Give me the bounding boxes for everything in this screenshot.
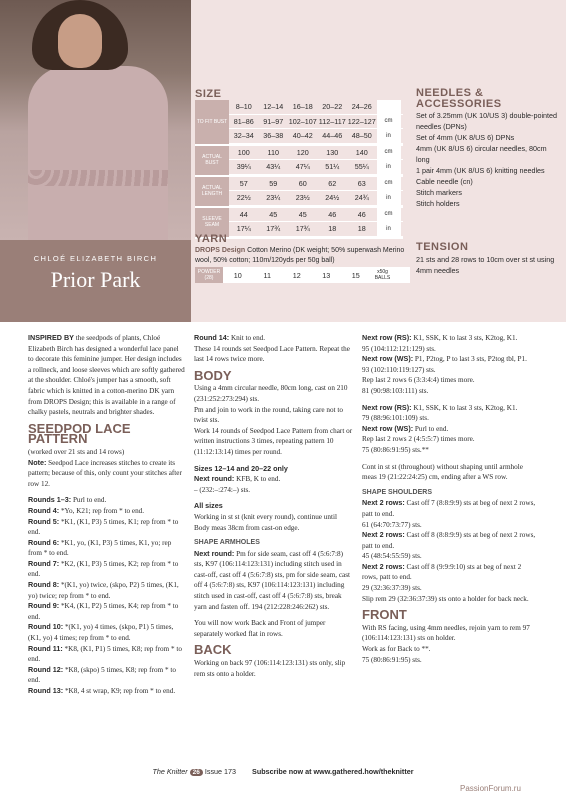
column-3 <box>362 333 537 665</box>
round-instruction <box>28 506 186 517</box>
title-box <box>0 240 191 322</box>
size-row <box>229 222 403 237</box>
size-row <box>229 208 403 223</box>
page-number: 26 <box>190 769 203 776</box>
all-sizes-lead <box>194 501 354 512</box>
round-text: *K2, (K1, P3) 5 times, K2; rep from * to end. <box>28 559 179 579</box>
round-text: *K1, yo, (K1, P3) 5 times, K1, yo; rep from * to end. <box>28 538 172 558</box>
ball-count: 15 <box>351 270 360 280</box>
size-value: 112–117 <box>318 116 346 126</box>
rounds-list <box>28 495 186 696</box>
size-unit: in <box>377 222 401 236</box>
size-group-label: SLEEVE SEAM <box>195 208 229 237</box>
size-value: 91–97 <box>263 116 284 126</box>
row-a-lead: Next row (RS): <box>362 333 412 342</box>
intro-lead: INSPIRED BY <box>28 333 74 342</box>
needle-item: Set of 4mm (UK 8/US 6) DPNs <box>416 133 515 142</box>
watermark: PassionForum.ru <box>460 784 521 793</box>
yarn-quantity-row <box>195 267 410 283</box>
size-group <box>195 146 403 177</box>
round-label: Round 5: <box>28 516 60 526</box>
ball-count: 10 <box>233 270 242 280</box>
size-unit: in <box>377 129 401 143</box>
row-e <box>362 424 537 435</box>
back-heading: BACK <box>194 642 232 658</box>
body-text-2: Pm and join to work in the round, taking care not to twist sts. <box>194 405 343 425</box>
row-g-count: 61 (64:70:73:77) sts. <box>362 520 422 529</box>
armholes-body: Pm for side seam, cast off 4 (5:6:7:8) sts, K97 (106:114:123:131) including stitch used in cast-off, cast off 4 (5:6:7:8) sts, pm for side seam, cast off 4 (5:6:7:8) sts, K97 (106:114:123:131) including stitch used in cast-off, cast off 4 (5:6:7:8) sts, break yarn and fasten off. 194 (212:228:246:262) sts. <box>194 549 351 611</box>
sizes-lead: Sizes 12–14 and 20–22 only <box>194 463 288 473</box>
round-instruction <box>28 686 186 697</box>
armholes-heading: SHAPE ARMHOLES <box>194 539 260 547</box>
size-unit: cm <box>377 177 401 191</box>
size-value: 8–10 <box>235 102 252 112</box>
body-text-1: Using a 4mm circular needle, 80cm long, cast on 210 (231:252:273:294) sts. <box>194 384 348 403</box>
size-row <box>229 146 403 161</box>
needle-item: 4mm (UK 8/US 6) circular needles, 80cm long <box>416 144 547 164</box>
intro-paragraph <box>28 333 186 418</box>
ball-unit: x50g BALLS <box>374 269 391 281</box>
row-g <box>362 498 537 519</box>
size-value: 36–38 <box>263 131 284 141</box>
round-instruction <box>28 517 186 538</box>
size-value: 47¼ <box>295 162 310 172</box>
size-value: 40–42 <box>292 131 313 141</box>
size-value: 110 <box>267 147 279 157</box>
lace-subtitle: (worked over 21 sts and 14 rows) <box>28 447 125 456</box>
round-label: Round 10: <box>28 622 64 632</box>
note-lead: Note: <box>28 457 47 467</box>
armholes-lead: Next round: <box>194 548 235 558</box>
row-h-lead: Next 2 rows: <box>362 530 405 540</box>
size-value: 43¼ <box>266 162 281 172</box>
size-group-label: TO FIT BUST <box>195 100 229 144</box>
row-i-slip: Slip rem 29 (32:36:37:39) sts onto a holder for back neck. <box>362 594 529 603</box>
row-d-lead: Next row (RS): <box>362 402 412 412</box>
size-value: 23½ <box>295 193 310 203</box>
size-unit: cm <box>377 208 401 222</box>
row-c: Rep last 2 rows 6 (3:3:4:4) times more. <box>362 376 475 385</box>
size-value: 17¾ <box>266 224 281 234</box>
size-value: 122–127 <box>347 116 376 126</box>
size-value: 102–107 <box>288 116 317 126</box>
round-text: *K4, (K1, P2) 5 times, K4; rep from * to end. <box>28 602 179 621</box>
size-value: 44 <box>239 209 248 219</box>
yarn-brand: DROPS Design <box>195 247 246 254</box>
size-value: 23¼ <box>266 193 281 203</box>
row-e-repeat: Rep last 2 rows 2 (4:5:5:7) times more. <box>362 435 475 444</box>
round-label: Round 9: <box>28 601 60 611</box>
front-heading: FRONT <box>362 607 407 623</box>
size-row <box>229 177 403 192</box>
round-instruction <box>28 601 186 622</box>
needles-heading: NEEDLES & ACCESSORIES <box>416 87 502 110</box>
body-text-3: Work 14 rounds of Seedpod Lace Pattern from chart or written instructions 3 times, repeating pattern 10 (11:12:13:14) times per round. <box>194 426 353 456</box>
size-group <box>195 100 403 146</box>
row-g-text: Cast off 7 (8:8:9:9) sts at beg of next 2 rows, patt to end. <box>362 499 536 518</box>
size-value: 16–18 <box>292 102 313 112</box>
round-instruction <box>28 644 186 665</box>
all-sizes-label: All sizes <box>194 501 223 511</box>
size-value: 55¼ <box>354 162 369 172</box>
round-label: Round 12: <box>28 664 64 674</box>
designer-name: CHLOÉ ELIZABETH BIRCH <box>33 254 158 263</box>
needle-item: Set of 3.25mm (UK 10/US 3) double-pointed needles (DPNs) <box>416 111 558 131</box>
face-shape <box>58 14 102 68</box>
size-value: 57 <box>239 178 248 188</box>
note-text: Seedpod Lace increases stitches to create its pattern; because of this, only count your stitches after row 12. <box>28 458 182 488</box>
round-14-text: Knit to end. <box>229 334 266 342</box>
size-value: 22½ <box>236 193 251 203</box>
row-i-lead: Next 2 rows: <box>362 561 405 571</box>
front-text-1: With RS facing, using 4mm needles, rejoin yarn to rem 97 (106:114:123:131) sts on holder. <box>362 623 530 643</box>
lace-heading: SEEDPOD LACE PATTERN <box>28 420 131 447</box>
round-instruction <box>28 559 186 580</box>
size-value: 45 <box>298 209 307 219</box>
size-value: 39¼ <box>236 162 251 172</box>
row-a-count: 95 (104:112:121:129) sts. <box>362 344 436 353</box>
size-value: 100 <box>237 147 250 157</box>
round-label: Round 11: <box>28 643 63 653</box>
sizes-note <box>194 464 354 475</box>
size-value: 59 <box>269 178 278 188</box>
size-value: 46 <box>357 209 366 219</box>
size-group-label: ACTUAL BUST <box>195 146 229 175</box>
size-value: 62 <box>328 178 337 188</box>
continue-text: Cont in st st (throughout) without shaping until armhole meas 19 (21:22:24:25) cm, ending after a WS row. <box>362 462 523 482</box>
size-heading: SIZE <box>195 88 222 100</box>
size-row <box>229 191 403 206</box>
needles-list <box>416 110 562 209</box>
size-value: 63 <box>357 178 366 188</box>
row-d-text: K1, SSK, K to last 3 sts, K2tog, K1. <box>411 403 518 412</box>
row-h <box>362 530 537 551</box>
intro-text: the seedpods of plants, Chloé Elizabeth Birch has designed a wonderful lace panel to decorate this feminine jumper. Her design includes a rollneck, and loose sleeves which are softly gathered at the shoulder. Chloé's jumper has a smooth, soft fabric which is knitted in a cotton-merino DK yarn from DROPS Design; this is available in a range of chalky pastels, neutrals and brighter shades. <box>28 334 185 417</box>
row-e-lead: Next row (WS): <box>362 423 414 433</box>
round-text: *K8, (K1, P1) 5 times, K8; rep from * to end. <box>28 644 182 664</box>
size-value: 46 <box>328 209 337 219</box>
row-e-text: Purl to end. <box>413 424 449 433</box>
size-value: 12–14 <box>263 102 284 112</box>
size-value: 120 <box>296 147 309 157</box>
model-photo <box>0 0 191 240</box>
size-value: 24¾ <box>354 193 369 203</box>
round-text: *K1, (K1, P3) 5 times, K1; rep from * to end. <box>28 517 179 537</box>
back-text: Working on back 97 (106:114:123:131) sts only, slip rem sts onto a holder. <box>194 659 346 678</box>
yarn-heading: YARN <box>195 233 228 245</box>
size-value: 24½ <box>325 193 340 203</box>
row-c-count: 81 (90:98:103:111) sts. <box>362 386 429 395</box>
lace-band <box>28 170 168 186</box>
round-instruction <box>28 580 186 601</box>
round-label: Rounds 1–3: <box>28 495 72 505</box>
row-d-count: 79 (88:96:101:109) sts. <box>362 414 429 423</box>
size-value: 45 <box>269 209 278 219</box>
footer-mag <box>152 767 236 776</box>
body-heading: BODY <box>194 367 232 383</box>
ball-count: 13 <box>322 270 331 280</box>
colour-label: POWDER (28) <box>195 267 223 283</box>
page-footer <box>0 767 566 776</box>
size-value: 130 <box>326 147 339 157</box>
size-table <box>195 100 403 239</box>
row-a <box>362 333 537 344</box>
next-round-text: KFB, K to end. <box>234 475 281 484</box>
round-instruction <box>28 665 186 686</box>
size-value: 51¼ <box>325 162 340 172</box>
size-row <box>229 160 403 175</box>
row-a-text: K1, SSK, K to last 3 sts, K2tog, K1. <box>411 334 518 342</box>
needle-item: Cable needle (cn) <box>416 177 473 186</box>
size-value: 81–86 <box>233 116 254 126</box>
size-value: 140 <box>355 147 368 157</box>
magazine-name: The Knitter <box>152 767 188 776</box>
round-14-lead: Round 14: <box>194 333 230 342</box>
row-e-count: 75 (80:86:91:95) sts.** <box>362 445 429 454</box>
row-b-text: P1, P2tog, P to last 3 sts, P2tog tbl, P1. <box>413 355 527 364</box>
round-text: *K8, (skpo) 5 times, K8; rep from * to end. <box>28 665 176 685</box>
size-value: 17¼ <box>236 224 251 234</box>
size-unit: in <box>377 160 401 174</box>
ball-count: 11 <box>263 270 271 280</box>
row-d <box>362 403 537 414</box>
next-round <box>194 474 354 485</box>
row-g-lead: Next 2 rows: <box>362 498 405 508</box>
shoulders-heading: SHAPE SHOULDERS <box>362 488 433 496</box>
front-text-2: Work as for Back to **. <box>362 645 431 654</box>
armholes-text <box>194 549 354 613</box>
jumper-shape <box>28 66 168 240</box>
row-i-count: 29 (32:36:37:39) sts. <box>362 584 422 593</box>
yarn-description <box>195 246 410 266</box>
round-label: Round 4: <box>28 505 60 515</box>
size-group-label: ACTUAL LENGTH <box>195 177 229 206</box>
size-value: 60 <box>298 178 307 188</box>
round-instruction <box>28 622 186 643</box>
row-i-text: Cast off 8 (9:9:9:10) sts at beg of next 2 rows, patt to end. <box>362 562 522 582</box>
round-label: Round 8: <box>28 580 60 590</box>
size-value: 44–46 <box>322 131 343 141</box>
column-1 <box>28 333 186 697</box>
row-b-lead: Next row (WS): <box>362 354 414 364</box>
lace-note <box>28 458 186 490</box>
size-unit: in <box>377 191 401 205</box>
needle-item: 1 pair 4mm (UK 8/US 6) knitting needles <box>416 166 545 175</box>
header-panel <box>0 0 566 322</box>
ball-count: 12 <box>292 270 301 280</box>
round-label: Round 13: <box>28 686 64 695</box>
size-row <box>229 100 403 115</box>
round-text: *(K1, yo) twice, (skpo, P2) 5 times, (K1, yo) twice; rep from * to end. <box>28 581 179 600</box>
round-label: Round 7: <box>28 558 60 568</box>
pattern-title: Prior Park <box>50 267 141 292</box>
size-row <box>229 115 403 130</box>
front-text-3: 75 (80:86:91:95) sts. <box>362 655 422 664</box>
round-instruction <box>28 495 186 506</box>
needle-item: Stitch holders <box>416 199 460 208</box>
round-text: *Yo, K21; rep from * to end. <box>60 506 145 515</box>
round-14-note: These 14 rounds set Seedpod Lace Pattern. Repeat the last 14 rows twice more. <box>194 344 350 364</box>
size-value: 32–34 <box>233 131 254 141</box>
size-unit: cm <box>377 146 401 160</box>
round-14 <box>194 333 354 344</box>
row-b <box>362 354 537 365</box>
armholes-note: You will now work Back and Front of jumper separately worked flat in rows. <box>194 619 326 638</box>
needle-item: Stitch markers <box>416 188 462 197</box>
subscribe-link[interactable]: Subscribe now at www.gathered.how/theknitter <box>252 767 414 776</box>
row-h-count: 45 (48:54:55:59) sts. <box>362 552 422 561</box>
row-i <box>362 562 537 583</box>
round-label: Round 6: <box>28 537 60 547</box>
next-round-lead: Next round: <box>194 474 235 484</box>
size-value: 18 <box>328 224 337 234</box>
size-value: 18 <box>357 224 366 234</box>
size-unit: cm <box>377 115 401 129</box>
tension-text: 21 sts and 28 rows to 10cm over st st using 4mm needles <box>416 255 555 275</box>
size-value: 17¾ <box>295 224 310 234</box>
size-value: 24–26 <box>351 102 372 112</box>
round-text: *(K1, yo) 4 times, (skpo, P1) 5 times, (K1, yo) 4 times; rep from * to end. <box>28 623 174 643</box>
tension-heading: TENSION <box>416 241 469 253</box>
next-round-counts: – (232:–:274:–) sts. <box>194 485 251 494</box>
row-b-count: 93 (102:110:119:127) sts. <box>362 365 436 374</box>
size-value: 48–50 <box>351 131 372 141</box>
size-unit <box>377 100 401 114</box>
round-text: Purl to end. <box>72 496 107 505</box>
row-h-text: Cast off 8 (8:8:9:9) sts at beg of next 2 rows, patt to end. <box>362 531 536 550</box>
size-group <box>195 177 403 208</box>
round-instruction <box>28 538 186 559</box>
issue-number: Issue 173 <box>204 767 237 776</box>
size-value: 20–22 <box>322 102 343 112</box>
round-text: *K8, 4 st wrap, K9; rep from * to end. <box>64 687 176 695</box>
size-row <box>229 129 403 144</box>
yarn-details: Cotton Merino (DK weight; 50% superwash Merino wool, 50% cotton; 110m/120yds per 50g ball) <box>195 247 405 264</box>
all-sizes-text: Working in st st (knit every round), continue until Body meas 38cm from cast-on edge. <box>194 512 337 532</box>
column-2 <box>194 333 354 679</box>
